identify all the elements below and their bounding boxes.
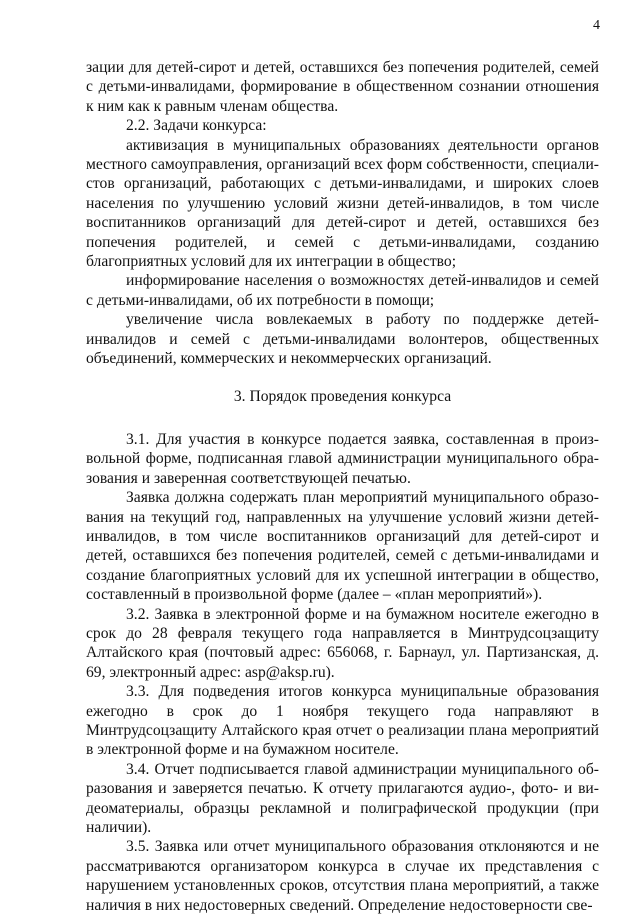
paragraph-3-4: 3.4. Отчет подписывается главой администрации муниципального образования и заверяется печатью. К отчету прилагаются аудио-, фото- и видеоматериалы, образцы рекламной и полиграфической продукции (при наличии).: [86, 760, 599, 837]
spacer: [86, 406, 599, 430]
paragraph-3-3: 3.3. Для подведения итогов конкурса муниципальные образования ежегодно в срок до 1 ноября текущего года направляют в Минтрудсоцзащиту Алтайского края отчет о реализации плана мероприятий в электронной форме и на бумажном носителе.: [86, 683, 599, 759]
section-heading: 3. Порядок проведения конкурса: [233, 387, 452, 405]
document-body: [86, 58, 599, 915]
paragraph-3-2: 3.2. Заявка в электронной форме и на бумажном носителе ежегодно в срок до 28 февраля текущего года направляется в Минтрудсоцзащиту Алтайского края (почтовый адрес: 656068, г. Барнаул, ул. Партизанская, д. 69, электронный адрес: asp@aksp.ru).: [86, 605, 599, 681]
paragraph-continuation: зации для детей-сирот и детей, оставшихся без попечения родителей, семей с детьми-инвалидами, формирование в общественном сознании отношения к ним как к равным членам общества.: [86, 59, 599, 115]
paragraph-task-activation: активизация в муниципальных образованиях деятельности органов местного самоуправления, организаций всех форм собственности, специалистов организаций, работающих с детьми-инвалидами, и широких слоев населения по улучшению условий жизни детей-инвалидов, в том числе воспитанников организаций для детей-сирот и детей, оставшихся без попечения родителей, и семей с детьми-инвалидами, созданию благоприятных условий для их интеграции в общество;: [86, 136, 599, 271]
paragraph-3-5: 3.5. Заявка или отчет муниципального образования отклоняются и не рассматриваются организатором конкурса в случае их представления с нарушением установленных сроков, отсутствия плана мероприятий, а также наличия в них недостоверных сведений. Определение недостоверности све-: [86, 838, 599, 914]
paragraph-task-volunteers: увеличение числа вовлекаемых в работу по поддержке детей-инвалидов и семей с детьми-инвалидами волонтеров, общественных объединений, коммерческих и некоммерческих организаций.: [86, 311, 599, 368]
spacer: [86, 369, 599, 387]
paragraph-application-plan: Заявка должна содержать план мероприятий муниципального образования на текущий год, направленных на улучшение условий жизни детей-инвалидов, в том числе воспитанников организаций для детей-сирот и детей, оставшихся без попечения родителей, семей с детьми-инвалидами и создание благоприятных условий для их успешной интеграции в общество, составленный в произвольной форме (далее – «план мероприятий»).: [86, 489, 599, 604]
paragraph-3-1: 3.1. Для участия в конкурсе подается заявка, составленная в произвольной форме, подписанная главой администрации муниципального образования и заверенная соответствующей печатью.: [86, 430, 599, 487]
page-number: 4: [593, 18, 600, 33]
paragraph-task-informing: информирование населения о возможностях детей-инвалидов и семей с детьми-инвалидами, об их потребности в помощи;: [86, 272, 599, 309]
paragraph-tasks-heading: 2.2. Задачи конкурса:: [126, 117, 267, 135]
